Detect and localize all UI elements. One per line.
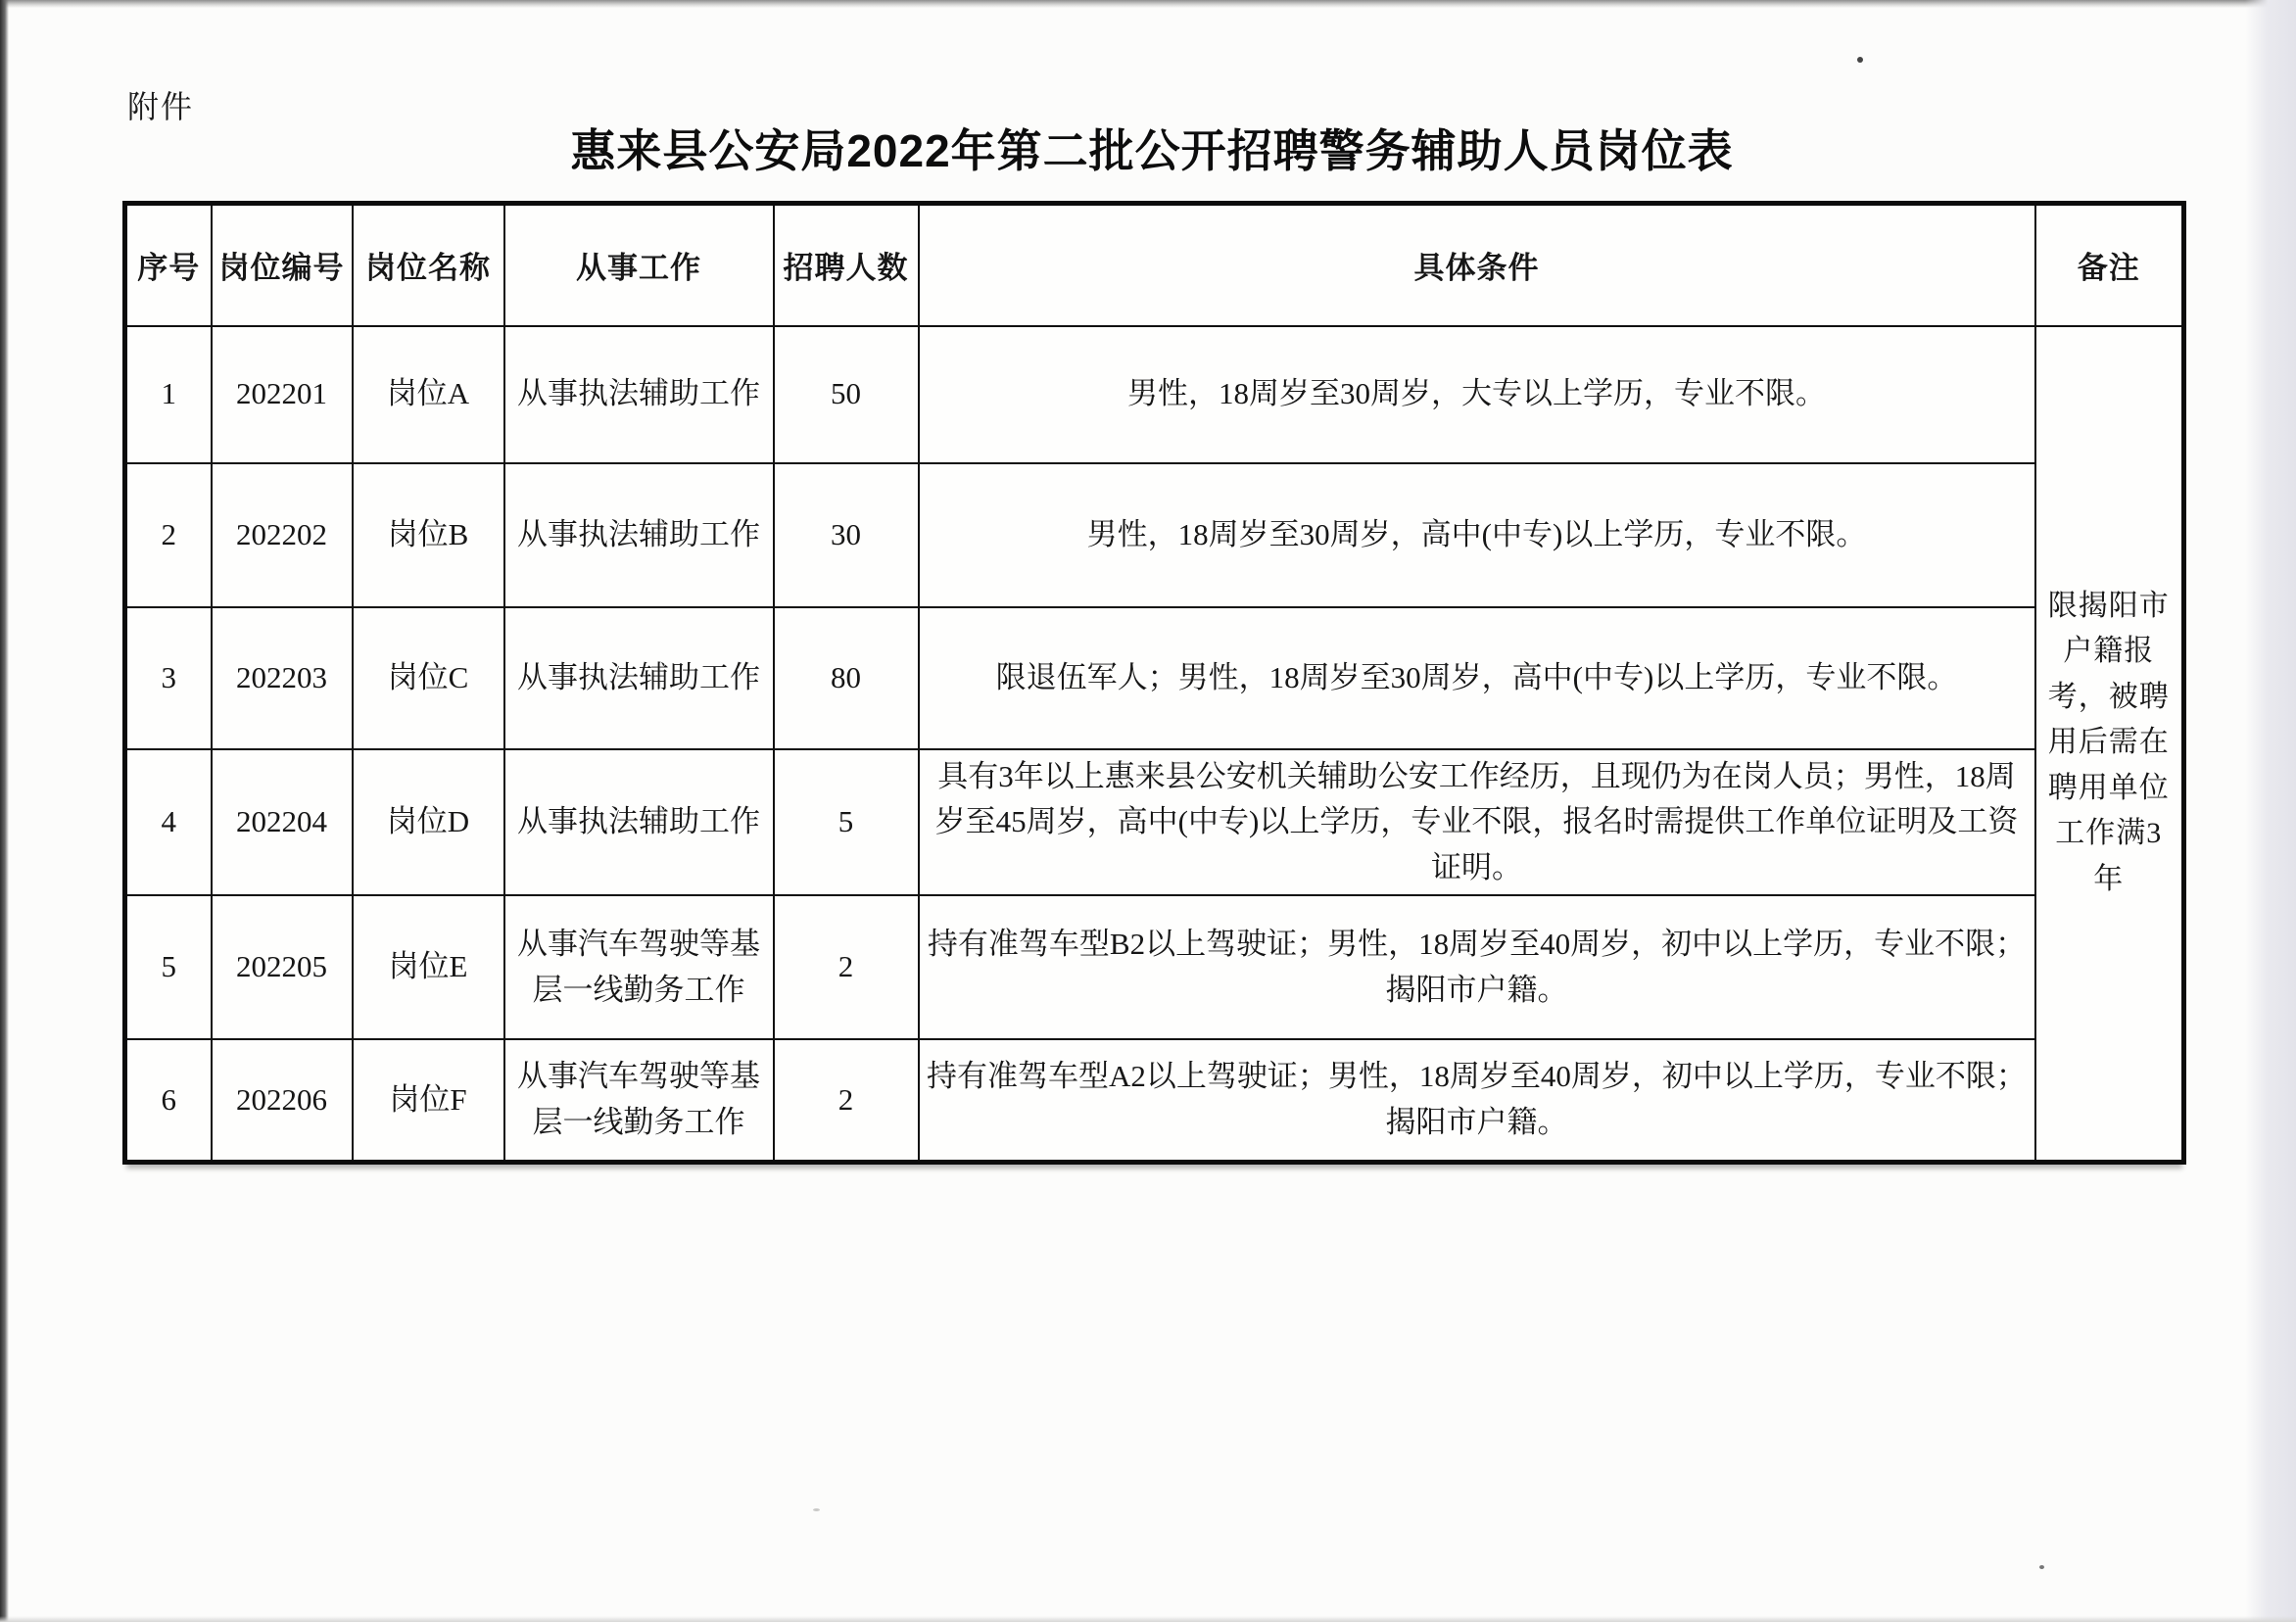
cell-job-code: 202202 [212,463,353,607]
job-positions-table [122,201,2186,1165]
scan-speck [1857,57,1863,63]
cell-conditions: 限退伍军人；男性，18周岁至30周岁，高中(中专)以上学历，专业不限。 [919,607,2035,749]
header-serial-number: 序号 [125,204,212,326]
cell-work-description: 从事执法辅助工作 [504,326,774,463]
cell-recruit-count: 30 [774,463,919,607]
cell-job-name: 岗位B [353,463,504,607]
cell-job-code: 202203 [212,607,353,749]
cell-serial-number: 5 [125,895,212,1039]
cell-job-name: 岗位C [353,607,504,749]
cell-recruit-count: 80 [774,607,919,749]
scan-edge-bottom [0,1616,2296,1622]
cell-serial-number: 3 [125,607,212,749]
cell-serial-number: 6 [125,1039,212,1162]
cell-job-name: 岗位E [353,895,504,1039]
table-header-row [125,204,2184,326]
cell-job-name: 岗位D [353,749,504,896]
header-work-description: 从事工作 [504,204,774,326]
cell-job-code: 202205 [212,895,353,1039]
header-recruit-count: 招聘人数 [774,204,919,326]
cell-serial-number: 2 [125,463,212,607]
cell-job-name: 岗位F [353,1039,504,1162]
cell-conditions: 具有3年以上惠来县公安机关辅助公安工作经历，且现仍为在岗人员；男性，18周岁至45周岁，高中(中专)以上学历，专业不限，报名时需提供工作单位证明及工资证明。 [919,749,2035,896]
scan-speck [2039,1565,2044,1569]
attachment-label: 附件 [127,89,195,124]
table-row [125,1039,2184,1162]
header-job-name: 岗位名称 [353,204,504,326]
cell-work-description: 从事执法辅助工作 [504,607,774,749]
table-row [125,607,2184,749]
scan-speck [813,1508,820,1511]
page-title: 惠来县公安局2022年第二批公开招聘警务辅助人员岗位表 [570,125,1734,176]
table-row [125,326,2184,463]
cell-conditions: 持有准驾车型B2以上驾驶证；男性，18周岁至40周岁，初中以上学历，专业不限；揭阳市户籍。 [919,895,2035,1039]
cell-conditions: 男性，18周岁至30周岁，大专以上学历，专业不限。 [919,326,2035,463]
cell-remarks-merged: 限揭阳市户籍报考，被聘用后需在聘用单位工作满3年 [2035,326,2184,1163]
header-job-code: 岗位编号 [212,204,353,326]
cell-serial-number: 1 [125,326,212,463]
cell-conditions: 男性，18周岁至30周岁，高中(中专)以上学历，专业不限。 [919,463,2035,607]
cell-work-description: 从事汽车驾驶等基层一线勤务工作 [504,895,774,1039]
scan-edge-right [2245,0,2296,1622]
cell-recruit-count: 50 [774,326,919,463]
cell-work-description: 从事汽车驾驶等基层一线勤务工作 [504,1039,774,1162]
cell-job-code: 202204 [212,749,353,896]
cell-job-name: 岗位A [353,326,504,463]
cell-work-description: 从事执法辅助工作 [504,463,774,607]
scan-edge-top [0,0,2296,8]
cell-recruit-count: 2 [774,895,919,1039]
cell-job-code: 202206 [212,1039,353,1162]
cell-job-code: 202201 [212,326,353,463]
cell-recruit-count: 2 [774,1039,919,1162]
header-specific-conditions: 具体条件 [919,204,2035,326]
cell-serial-number: 4 [125,749,212,896]
scan-edge-left [0,0,9,1622]
table-row [125,749,2184,896]
header-remarks: 备注 [2035,204,2184,326]
cell-conditions: 持有准驾车型A2以上驾驶证；男性，18周岁至40周岁，初中以上学历，专业不限；揭阳市户籍。 [919,1039,2035,1162]
cell-work-description: 从事执法辅助工作 [504,749,774,896]
cell-recruit-count: 5 [774,749,919,896]
table-row [125,895,2184,1039]
table-row [125,463,2184,607]
